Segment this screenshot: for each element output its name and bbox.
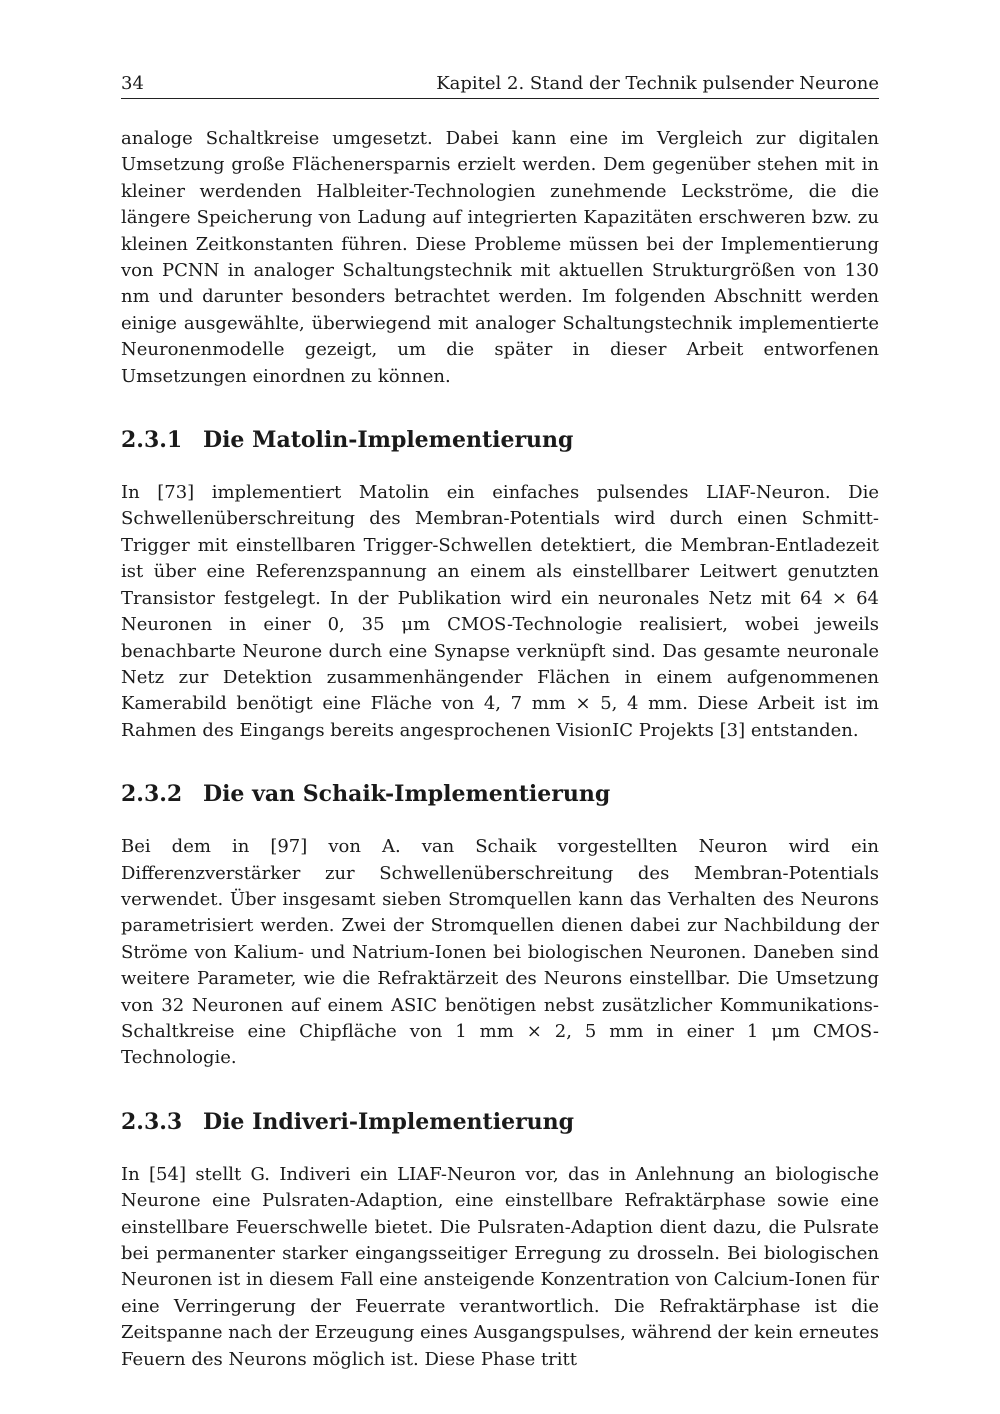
page-number: 34 [121, 73, 144, 94]
intro-paragraph: analoge Schaltkreise umgesetzt. Dabei kann eine im Vergleich zur digitalen Umsetzung große Flächenersparnis erzielt werden. Dem gegenüber stehen mit in kleiner werdenden Halbleiter-Technologien zunehmende Leckströme, die die längere Speicherung von Ladung auf integrierten Kapazitäten erschweren bzw. zu kleinen Zeitkonstanten führen. Diese Probleme müssen bei der Implementierung von PCNN in analoger Schaltungstechnik mit aktuellen Strukturgrößen von 130 nm und darunter besonders betrachtet werden. Im folgenden Abschnitt werden einige ausgewählte, überwiegend mit analoger Schaltungstechnik implementierte Neuronenmodelle gezeigt, um die später in dieser Arbeit entworfenen Umsetzungen einordnen zu können. [121, 128, 879, 387]
section-heading [121, 1108, 879, 1136]
section-paragraph: Bei dem in [97] von A. van Schaik vorgestellten Neuron wird ein Differenzverstärker zur Schwellenüberschreitung des Membran-Potentials verwendet. Über insgesamt sieben Stromquellen kann das Verhalten des Neurons parametrisiert werden. Zwei der Stromquellen dienen dabei zur Nachbildung der Ströme von Kalium- und Natrium-Ionen bei biologischen Neuronen. Daneben sind weitere Parameter, wie die Refraktärzeit des Neurons einstellbar. Die Umsetzung von 32 Neuronen auf einem ASIC benötigen nebst zusätzlicher Kommunikations-Schaltkreise eine Chipfläche von 1 mm × 2, 5 mm in einer 1 μm CMOS-Technologie. [121, 836, 879, 1069]
page-body [121, 126, 879, 1373]
section-2-3-3 [121, 1108, 879, 1373]
section-2-3-2 [121, 780, 879, 1072]
section-paragraph: In [54] stellt G. Indiveri ein LIAF-Neuron vor, das in Anlehnung an biologische Neurone eine Pulsraten-Adaption, eine einstellbare Refraktärphase sowie eine einstellbare Feuerschwelle bietet. Die Pulsraten-Adaption dient dazu, die Pulsrate bei permanenter starker eingangsseitiger Erregung zu drosseln. Bei biologischen Neuronen ist in diesem Fall eine ansteigende Konzentration von Calcium-Ionen für eine Verringerung der Feuerrate verantwortlich. Die Refraktärphase ist die Zeitspanne nach der Erzeugung eines Ausgangspulses, während der kein erneutes Feuern des Neurons möglich ist. Diese Phase tritt [121, 1163, 879, 1370]
section-number: 2.3.2 [121, 781, 183, 808]
running-title: Kapitel 2. Stand der Technik pulsender Neurone [436, 73, 879, 94]
section-title: Die Matolin-Implementierung [203, 427, 574, 454]
section-paragraph: In [73] implementiert Matolin ein einfaches pulsendes LIAF-Neuron. Die Schwellenüberschreitung des Membran-Potentials wird durch einen Schmitt-Trigger mit einstellbaren Trigger-Schwellen detektiert, die Membran-Entladezeit ist über eine Referenzspannung an einem als einstellbarer Leitwert genutzten Transistor festgelegt. In der Publikation wird ein neuronales Netz mit 64 × 64 Neuronen in einer 0, 35 μm CMOS-Technologie realisiert, wobei jeweils benachbarte Neurone durch eine Synapse verknüpft sind. Das gesamte neuronale Netz zur Detektion zusammenhängender Flächen in einem aufgenommenen Kamerabild benötigt eine Fläche von 4, 7 mm × 5, 4 mm. Diese Arbeit ist im Rahmen des Eingangs bereits angesprochenen VisionIC Projekts [3] entstanden. [121, 482, 879, 741]
section-title: Die van Schaik-Implementierung [203, 781, 611, 808]
section-heading [121, 780, 879, 808]
section-number: 2.3.1 [121, 427, 183, 454]
section-title: Die Indiveri-Implementierung [203, 1108, 575, 1135]
page-header [121, 72, 879, 99]
section-2-3-1 [121, 426, 879, 744]
section-number: 2.3.3 [121, 1108, 183, 1135]
section-heading [121, 426, 879, 454]
